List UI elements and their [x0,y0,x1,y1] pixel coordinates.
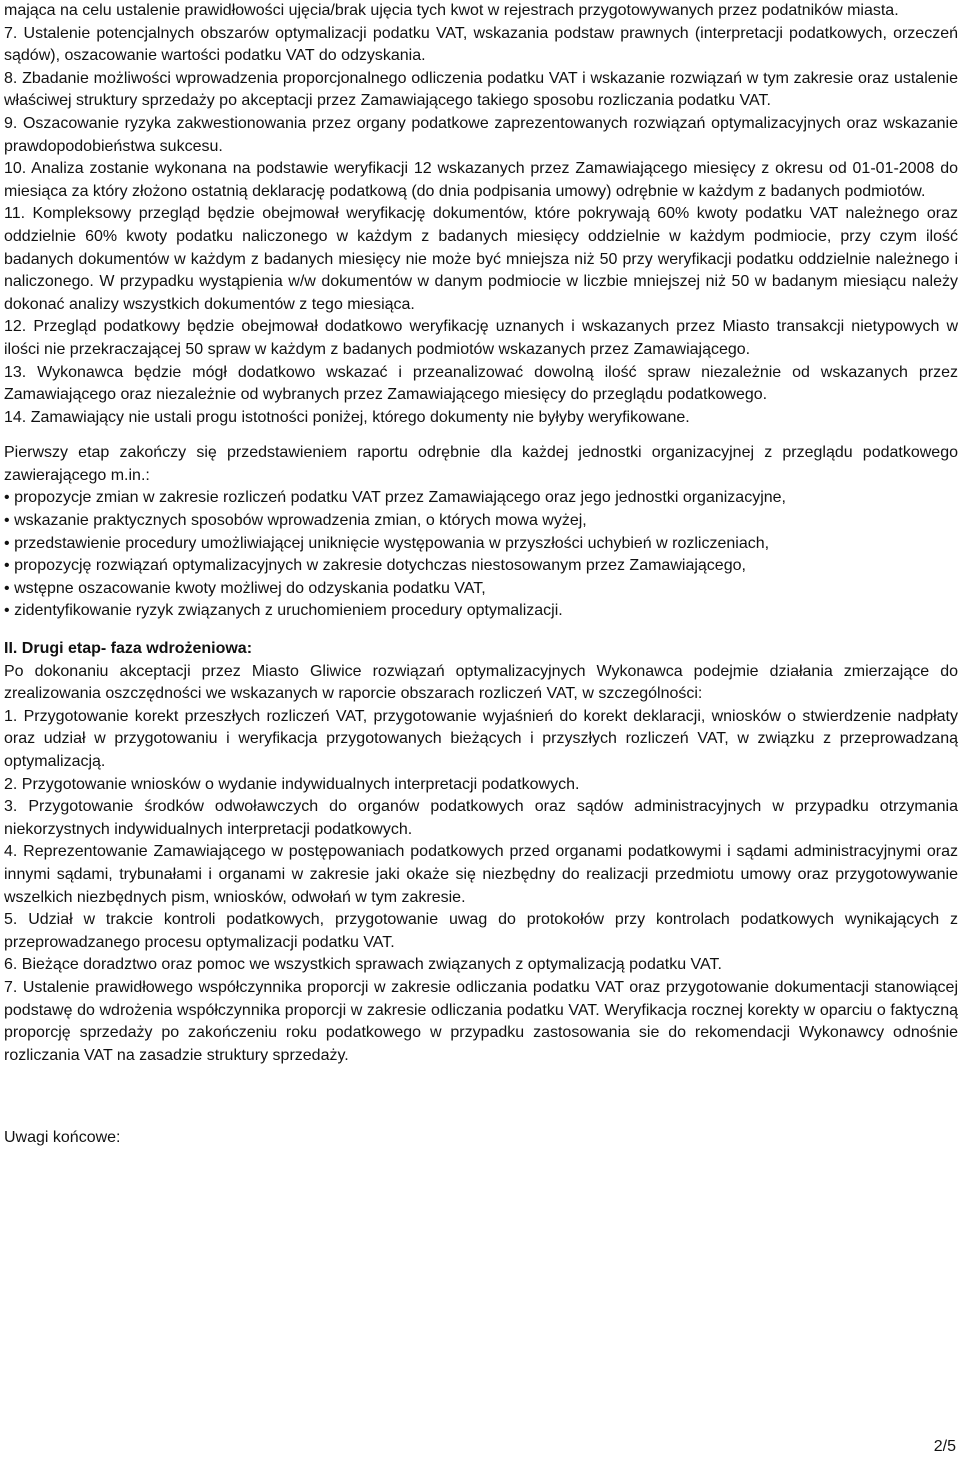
bullet-icon: • [4,489,10,507]
phase2-heading: II. Drugi etap- faza wdrożeniowa: [4,640,253,658]
phase2-intro: Po dokonaniu akceptacji przez Miasto Gliwice rozwiązań optymalizacyjnych Wykonawca podejmie działania zmierzające do zrealizowania oszczędności we wskazanych w raporcie obszarach rozliczeń VAT, w szczególności: [4,662,958,703]
list-item [4,600,958,623]
phase2-item-5: 5. Udział w trakcie kontroli podatkowych, przygotowanie uwag do protokołów przy kontrolach podatkowych wynikających z przeprowadzanego procesu optymalizacji podatku VAT. [4,911,958,951]
closing-heading: Uwagi końcowe: [4,1129,121,1147]
bullet-icon: • [4,602,10,620]
bullet-icon: • [4,579,10,597]
phase1-bullet-list [4,487,958,623]
phase1-item-14: 14. Zamawiający nie ustali progu istotności poniżej, którego dokumenty nie byłyby weryfikowane. [4,408,690,426]
bullet-icon: • [4,557,10,575]
list-item-text: propozycję rozwiązań optymalizacyjnych w zakresie dotychczas niestosowanym przez Zamawiającego, [14,557,746,575]
phase1-item-11: 11. Kompleksowy przegląd będzie obejmował weryfikację dokumentów, które pokrywają 60% kwoty podatku VAT należnego oraz oddzielnie 60% kwoty podatku naliczonego w każdym z badanych miesięcy oddzielnie w każdym podmiocie, przy czym ilość badanych dokumentów w każdym z badanych miesięcy nie może być mniejsza niż 50 przy weryfikacji podatku oddzielnie należnego i naliczonego. W przypadku wystąpienia w/w dokumentów w danym podmiocie w liczbie mniejszej niż 50 w badanym miesiącu należy dokonać analizy wszystkich dokumentów z tego miesiąca. [4,205,958,313]
phase1-item-12: 12. Przegląd podatkowy będzie obejmował dodatkowo weryfikację uznanych i wskazanych przez Miasto transakcji nietypowych w ilości nie przekraczającej 50 spraw w każdym z badanych podmiotów wskazanych przez Zamawiającego. [4,318,958,358]
phase2-item-7: 7. Ustalenie prawidłowego współczynnika proporcji w zakresie odliczania podatku VAT oraz przygotowanie dokumentacji stanowiącej podstawę do wdrożenia współczynnika proporcji w zakresie odliczania podatku VAT. Weryfikacja rocznej korekty w oparciu o faktyczną proporcję sprzedaży po zakończeniu roku podatkowego w przypadku zastosowania sie do rekomendacji Wykonawcy odnośnie rozliczania VAT na zasadzie struktury sprzedaży. [4,978,958,1064]
phase1-item-8: 8. Zbadanie możliwości wprowadzenia proporcjonalnego odliczenia podatku VAT i wskazanie rozwiązań w tym zakresie oraz ustalenie właściwej struktury sprzedaży po akceptacji przez Zamawiającego takiego sposobu rozliczania podatku VAT. [4,69,958,110]
list-item-text: propozycje zmian w zakresie rozliczeń podatku VAT przez Zamawiającego oraz jego jednostki organizacyjne, [14,489,786,507]
phase1-items [4,23,958,430]
phase1-item-10: 10. Analiza zostanie wykonana na podstawie weryfikacji 12 wskazanych przez Zamawiającego miesięcy z okresu od 01-01-2008 do miesiąca za który złożono ostatnią deklarację podatkową (do dnia podpisania umowy) odrębnie w każdym z badanych podmiotów. [4,160,958,200]
list-item [4,533,958,556]
phase2-item-6: 6. Bieżące doradztwo oraz pomoc we wszystkich sprawach związanych z optymalizacją podatku VAT. [4,956,722,974]
phase2-items [4,706,958,1068]
list-item [4,555,958,578]
bullet-icon: • [4,512,10,530]
phase2-item-2: 2. Przygotowanie wniosków o wydanie indywidualnych interpretacji podatkowych. [4,775,580,793]
phase2-item-3: 3. Przygotowanie środków odwoławczych do organów podatkowych oraz sądów administracyjnych w przypadku otrzymania niekorzystnych indywidualnych interpretacji podatkowych. [4,798,958,838]
phase2-item-4: 4. Reprezentowanie Zamawiającego w postępowaniach podatkowych przed organami podatkowymi i sądami administracyjnymi oraz innymi sądami, trybunałami i organami w zakresie jaki okaże się niezbędny do realizacji przedmiotu umowy oraz przygotowywanie wszelkich niezbędnych pism, wniosków, odwołań w tym zakresie. [4,843,958,906]
phase2-item-1: 1. Przygotowanie korekt przeszłych rozliczeń VAT, przygotowanie wyjaśnień do korekt deklaracji, wniosków o stwierdzenie nadpłaty oraz udział w przygotowaniu i weryfikacja przygotowanych bieżących i przyszłych rozliczeń VAT, w związku z przeprowadzaną optymalizacją. [4,707,958,770]
page-number: 2/5 [933,1438,956,1455]
phase1-report-intro: Pierwszy etap zakończy się przedstawieniem raportu odrębnie dla każdej jednostki organizacyjnej z przeglądu podatkowego zawierającego m.in.: [4,444,958,484]
phase1-item-7: 7. Ustalenie potencjalnych obszarów optymalizacji podatku VAT, wskazania podstaw prawnych (interpretacji podatkowych, orzeczeń sądów), oszacowanie wartości podatku VAT do odzyskania. [4,24,958,65]
list-item-text: wskazanie praktycznych sposobów wprowadzenia zmian, o których mowa wyżej, [14,512,587,530]
phase1-item-9: 9. Oszacowanie ryzyka zakwestionowania przez organy podatkowe zaprezentowanych rozwiązań optymalizacyjnych oraz wskazanie prawdopodobieństwa sukcesu. [4,114,958,155]
list-item-text: przedstawienie procedury umożliwiającej uniknięcie występowania w przyszłości uchybień w rozliczeniach, [14,534,770,552]
list-item [4,510,958,533]
list-item-text: zidentyfikowanie ryzyk związanych z uruchomieniem procedury optymalizacji. [14,602,563,620]
list-item [4,487,958,510]
list-item [4,578,958,601]
phase1-item-13: 13. Wykonawca będzie mógł dodatkowo wskazać i przeanalizować dowolną ilość spraw niezależnie od wskazanych przez Zamawiającego oraz niezależnie od wybranych przez Zamawiającego miesięcy do przeglądu podatkowego. [4,363,958,404]
intro-fragment: mająca na celu ustalenie prawidłowości ujęcia/brak ujęcia tych kwot w rejestrach przygotowywanych przez podatników miasta. [4,2,899,19]
bullet-icon: • [4,534,10,552]
list-item-text: wstępne oszacowanie kwoty możliwej do odzyskania podatku VAT, [14,579,486,597]
document-page [4,0,958,1150]
